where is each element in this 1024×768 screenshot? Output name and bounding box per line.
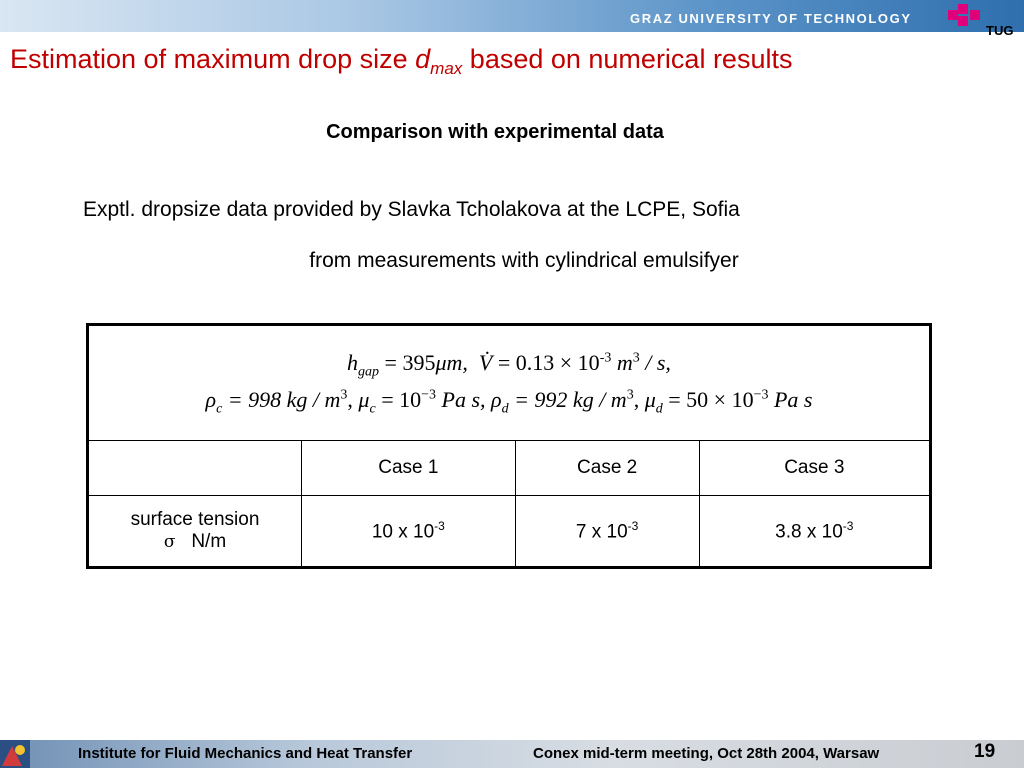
parameter-table bbox=[86, 323, 932, 569]
equation-line-2: $\rho_c = 998$ kg / $m^3$, $\mu_c = 10^{-3}$ Pa s, $\rho_d = 992$ kg / $m^3$, $\mu_d = 50 \times 10^{-3}$ Pa s bbox=[205, 387, 813, 417]
value-cell-case-3: 3.8 x $10^{-3}$ bbox=[699, 496, 930, 568]
info-line-2: from measurements with cylindrical emulsifyer bbox=[309, 249, 739, 272]
institute-emblem-icon bbox=[0, 740, 30, 768]
svg-text:TUG: TUG bbox=[986, 23, 1014, 36]
row-label-surface-tension: surface tension σ N/m bbox=[88, 496, 302, 568]
footer-meeting: Conex mid-term meeting, Oct 28th 2004, Warsaw bbox=[533, 745, 880, 762]
equation-line-1: $h_{gap} = 395\mu m$, V̇ = $0.13 \times 10^{-3}$ $m^3$ / s, bbox=[347, 349, 671, 380]
page-number: 19 bbox=[974, 741, 996, 762]
header-cell-case-1: Case 1 bbox=[302, 441, 516, 496]
university-name: GRAZ UNIVERSITY OF TECHNOLOGY bbox=[630, 11, 912, 26]
header-cell-empty bbox=[88, 441, 302, 496]
equation-cell bbox=[88, 325, 931, 441]
header-cell-case-3: Case 3 bbox=[699, 441, 930, 496]
tug-logo-icon bbox=[940, 2, 1020, 36]
info-line-1: Exptl. dropsize data provided by Slavka Tcholakova at the LCPE, Sofia bbox=[83, 198, 740, 221]
value-cell-case-2: 7 x $10^{-3}$ bbox=[515, 496, 699, 568]
value-cell-case-1: 10 x $10^{-3}$ bbox=[302, 496, 516, 568]
footer-institute: Institute for Fluid Mechanics and Heat Transfer bbox=[78, 745, 413, 762]
header-cell-case-2: Case 2 bbox=[515, 441, 699, 496]
slide-title: Estimation of maximum drop size $d_{max}$ based on numerical results bbox=[10, 44, 793, 78]
slide-subtitle: Comparison with experimental data bbox=[326, 121, 664, 143]
